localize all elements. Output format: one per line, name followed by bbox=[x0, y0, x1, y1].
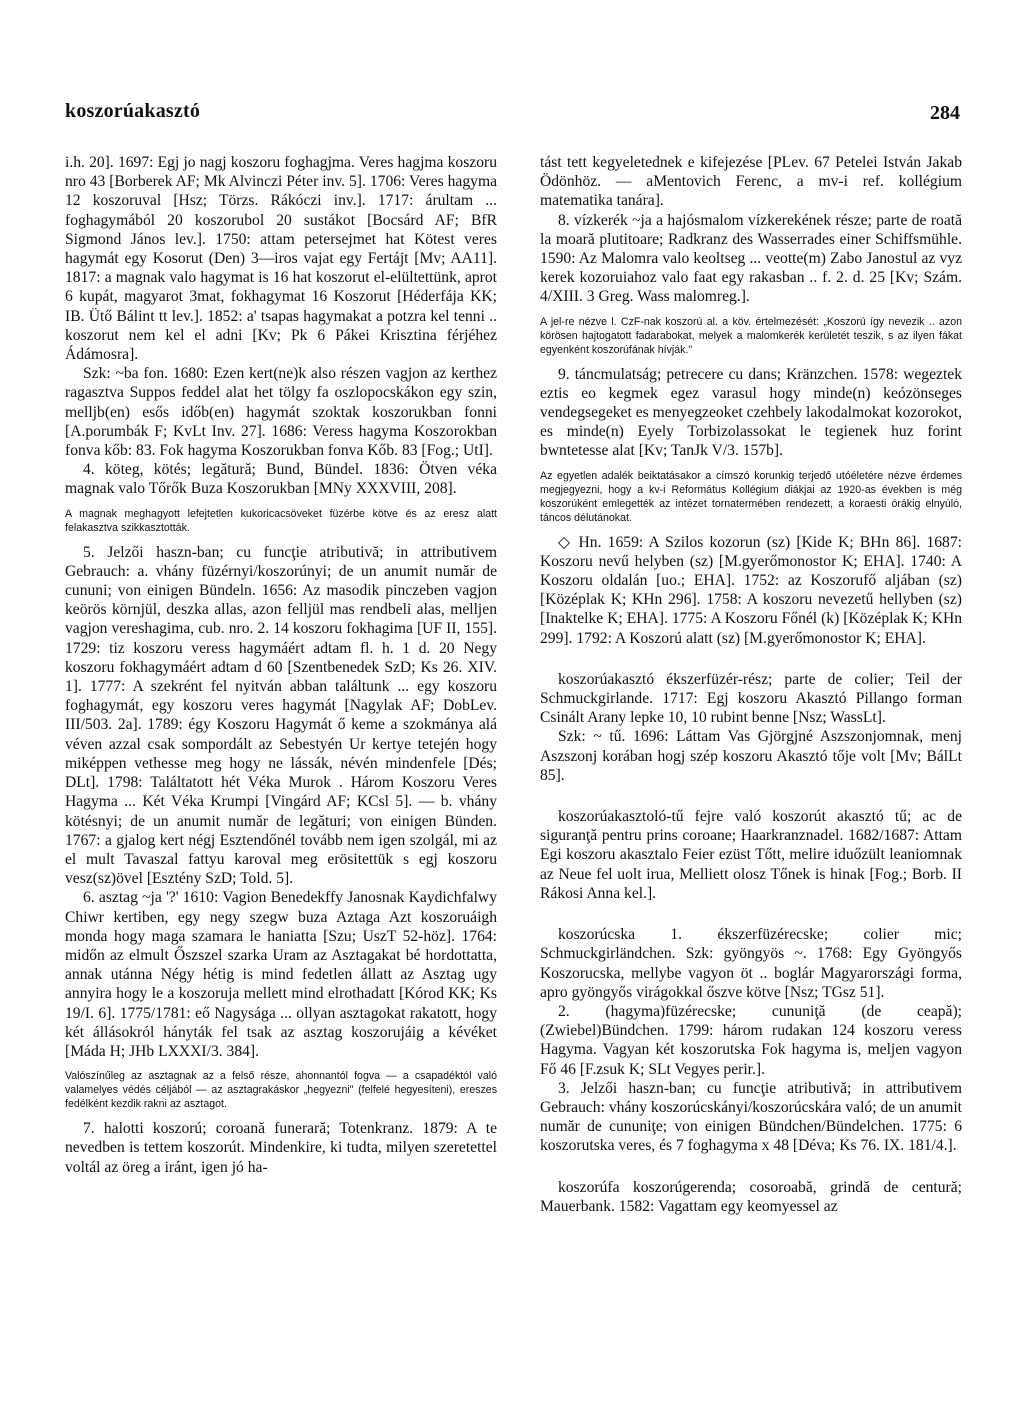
paragraph: 9. táncmulatság; petrecere cu dans; Kränzchen. 1578: wegeztek eztis eo kegmek egez varasul hogy minde(n) keózönseges vendegsegeket es menyegzeoket czehbely lakodalmokat kozorokot, es minde(n) Eyely Torbizolassokat le tegienek huz forint bwntetesse alat [Kv; TanJk V/3. 157b]. bbox=[540, 365, 962, 460]
page-header bbox=[65, 100, 960, 130]
paragraph: i.h. 20]. 1697: Egj jo nagj koszoru foghagjma. Veres hagjma koszoru nro 43 [Borberek AF; Mk Alvinczi Péter inv. 5]. 1706: Veres hagyma 12 koszoruval [Hsz; Törzs. Rákóczi inv.]. 1717: árultam ... foghagymából 20 koszorubol 20 sustákot [Bocsárd AF; BfR Sigmond János lev.]. 1750: attam petersejmet hat Kötest veres hagymát egy Kosorut (Den) 3—iros vajat egy Fertájt [Mv; AA11]. 1817: a magnak valo hagymat is 16 hat koszorut el-elültettünk, aprot 6 kupát, magyarot 3mat, fokhagymat 16 Koszorut [Héderfája KK; IB. Ütő Bálint tt lev.]. 1852: a' tsapas hagymakat a potzra kel tenni .. koszorut nem kel el adni [Kv; Pk 6 Pákei Krisztina férjéhez Ádámosra]. bbox=[65, 154, 497, 364]
right-column bbox=[540, 153, 962, 1216]
paragraph: Szk: ~ tű. 1696: Láttam Vas Gjörgjné Aszszonjomnak, menj Aszszonj korában hogj szép koszoru Akasztó tője volt [Mv; BálLt 85]. bbox=[540, 728, 962, 784]
dictionary-entry: koszorúakasztó ékszerfüzér-rész; parte de colier; Teil der Schmuckgirlande. 1717: Egj koszoru Akasztó Pillango forman Csinált Arany lepke 10, 10 rubint benne [Nsz; WassLt]. bbox=[540, 670, 962, 727]
paragraph: Szk: ~ba fon. 1680: Ezen kert(ne)k also részen vagjon az kerthez ragasztva Suppos feddel alat het tölgy fa oszlopocskákon egy szin, melljb(en) esős időb(en) hagymát szoktak koszorukban fonni [A.porumbák F; KvLt Inv. 27]. 1686: Veress hagyma Koszorokban fonva kőb: 83. Fok hagyma Koszorukban fonva Kőb. 83 [Fog.; UtI]. bbox=[65, 365, 497, 460]
running-head: koszorúakasztó bbox=[65, 100, 201, 122]
page-number: 284 bbox=[930, 102, 960, 124]
paragraph: 3. Jelzői haszn-ban; cu funcţie atributivă; in attributivem Gebrauch: vhány koszorúcskányi/koszorúcskára való; de un anumit număr de cununiţe; von einigen Bündchen/Bündelchen. 1775: 6 koszorutska veres, és 7 foghagyma x 48 [Déva; Ks 76. IX. 181/4.]. bbox=[540, 1079, 962, 1155]
dictionary-entry: koszorúcska 1. ékszerfüzérecske; colier mic; Schmuckgirländchen. Szk: gyöngyös ~. 1768: Egy Gyöngyős Koszorucska, mellybe vagyon öt .. boglár Magyarországi forma, apro gyöngyős virágokkal őszve kötve [Nsz; TGsz 51]. bbox=[540, 926, 962, 1001]
paragraph: 8. vízkerék ~ja a hajósmalom vízkerekének része; parte de roată la moară plutitoare; Radkranz des Wasserrades einer Schiffsmühle. 1590: Az Malomra valo keoltseg ... veotte(m) Zabo Janostul az vyz kerek kozoruiahoz valo faat egy rakasban .. f. 2. d. 25 [Kv; Szám. 4/XIII. 3 Greg. Wass malomreg.]. bbox=[540, 211, 962, 306]
paragraph: 6. asztag ~ja '?' 1610: Vagion Benedekffy Janosnak Kaydichfalwy Chiwr kertiben, egy negy szegw buza Aztaga Azt koszoruáigh monda hogy maga szamara le haniatta [Szu; UszT 52-höz]. 1764: midőn az elmult Őszszel szarka Uram az Asztagakat bé hordottatta, annak utánna Négy hétig is mind fedetlen állatt az Asztag ugy annyira hogy le a koszoruja mellett mind elrothadatt [Kórod KK; Ks 19/I. 6]. 1775/1781: eő Nagysága ... ollyan asztagokat rakatott, hogy két állásokról hányták fel tsak az asztag koszorujáig a kévéket [Máda H; JHb LXXXI/3. 384]. bbox=[65, 889, 497, 1060]
paragraph: ◇ Hn. 1659: A Szilos kozorun (sz) [Kide K; BHn 86]. 1687: Koszoru nevű helyben (sz) [M.gyerőmonostor K; EHA]. 1740: A Koszoru oldalán [uo.; EHA]. 1752: az Koszorufő aljában (sz) [Középlak K; KHn 296]. 1758: A koszoru nevezetű hellyben (sz) [Inaktelke K; EHA]. 1775: A Koszoru Főnél (k) [Középlak K; KHn 299]. 1792: A Koszorú alatt (sz) [M.gyerőmonostor K; EHA]. bbox=[540, 533, 962, 647]
paragraph: 5. Jelzői haszn-ban; cu funcţie atributivă; in attributivem Gebrauch: a. vhány füzérnyi/koszorúnyi; de un anumit număr de cununi; von einigen Bündeln. 1656: Az masodik pinczeben vagjon keörös körnjül, deszka allas, azon felljül mas rendbeli alas, melljen vagjon vereshagima, cub. nro. 2. 14 koszoru fokhagima [UF II, 155]. 1729: tiz koszoru veress hagymáért adtam fl. h. 1 d. 20 Negy koszoru fokhagymáért adtam d 60 [Szentbenedek SzD; Ks 26. XIV. 1]. 1777: A szekrént fel nyitván abban találtunk ... egy koszoru foghagymát, egy koszoru veres hagymát [Nagylak AF; DobLev. III/503. 2a]. 1789: égy Koszoru Hagymát ő keme a szokmánya alá véven azzal csak sompordált az Sebestyén Ur kertye tetején hogy miképpen vethesse meg hogy ne lássák, névén mindenfele [Dés; DLt]. 1798: Találtatott hét Véka Murok . Három Koszoru Veres Hagyma ... Két Véka Krumpi [Vingárd AF; KCsl 5]. — b. vhány kötésnyi; de un anumit număr de legături; von einigen Bünden. 1767: a gjalog kert négj Esztendőnél tovább nem igen szolgál, mi az el mult Tavaszal fattyu karoval meg erösitettük s egj koszoru vesz(sz)övel [Esztény SzD; Told. 5]. bbox=[65, 543, 497, 888]
footnote: A magnak meghagyott lefejtetlen kukoricacsöveket füzérbe kötve és az eresz alatt felakasztva szikkasztották. bbox=[65, 507, 497, 534]
paragraph: 2. (hagyma)füzérecske; cununiţă (de ceapă); (Zwiebel)Bündchen. 1799: három rudakan 124 koszoru veress Hagyma. Vagyan két koszorutska Fok hagyma is, meljen vagyon Fő 46 [F.zsuk K; SLt Vegyes perir.]. bbox=[540, 1002, 962, 1078]
paragraph: 4. köteg, kötés; legătură; Bund, Bündel. 1836: Ötven véka magnak valo Tőrők Buza Koszorukban [MNy XXXVIII, 208]. bbox=[65, 461, 497, 498]
footnote: Az egyetlen adalék beiktatásakor a címszó korunkig terjedő utóéletére nézve érdemes megjegyezni, hogy a kv-i Református Kollégium diákjai az 1920-as években is még koszorúként emlegették az intézet tornatermében rendezett, a koraesti órákig elnyúló, táncos délutánokat. bbox=[540, 469, 962, 524]
paragraph: tást tett kegyeletednek e kifejezése [PLev. 67 Petelei István Jakab Ödönhöz. — aMentovich Ferenc, a mv-i ref. kollégium matematika tanára]. bbox=[540, 154, 962, 210]
footnote: Valószínűleg az asztagnak az a felső része, ahonnantól fogva — a csapadéktól való valamelyes védés céljából — az asztagrakáskor „hegyezni" (felfelé hegyesíteni), ereszes fedélként kezdik rakni az asztagot. bbox=[65, 1070, 497, 1111]
paragraph: 7. halotti koszorú; coroană funerară; Totenkranz. 1879: A te nevedben is tettem koszorút. Mindenkire, ki tudta, milyen szeretettel voltál az öreg a iránt, igen jó ha- bbox=[65, 1120, 497, 1176]
footnote: A jel-re nézve l. CzF-nak koszorú al. a köv. értelmezését: „Koszorú így nevezik .. azon körösen hajtogatott fadarabokat, melyek a malomkerék kerületét teszik, s az ilyen fákat egyenként koszorúfának hívják." bbox=[540, 315, 962, 356]
left-column bbox=[65, 153, 497, 1177]
dictionary-entry: koszorúakasztoló-tű fejre való koszorút akasztó tű; ac de siguranţă pentru prins coroane; Haarkranznadel. 1682/1687: Attam Egi koszoru akasztalo Feier ezüst Tőtt, melire iduőzült leaniomnak az Neue fel uolt irua, Melliett olosz Tőnek is hinak [Fog.; Borb. II Rákosi Anna kel.]. bbox=[540, 808, 962, 902]
dictionary-entry: koszorúfa koszorúgerenda; cosoroabă, grindă de centură; Mauerbank. 1582: Vagattam egy keomyessel az bbox=[540, 1178, 962, 1215]
